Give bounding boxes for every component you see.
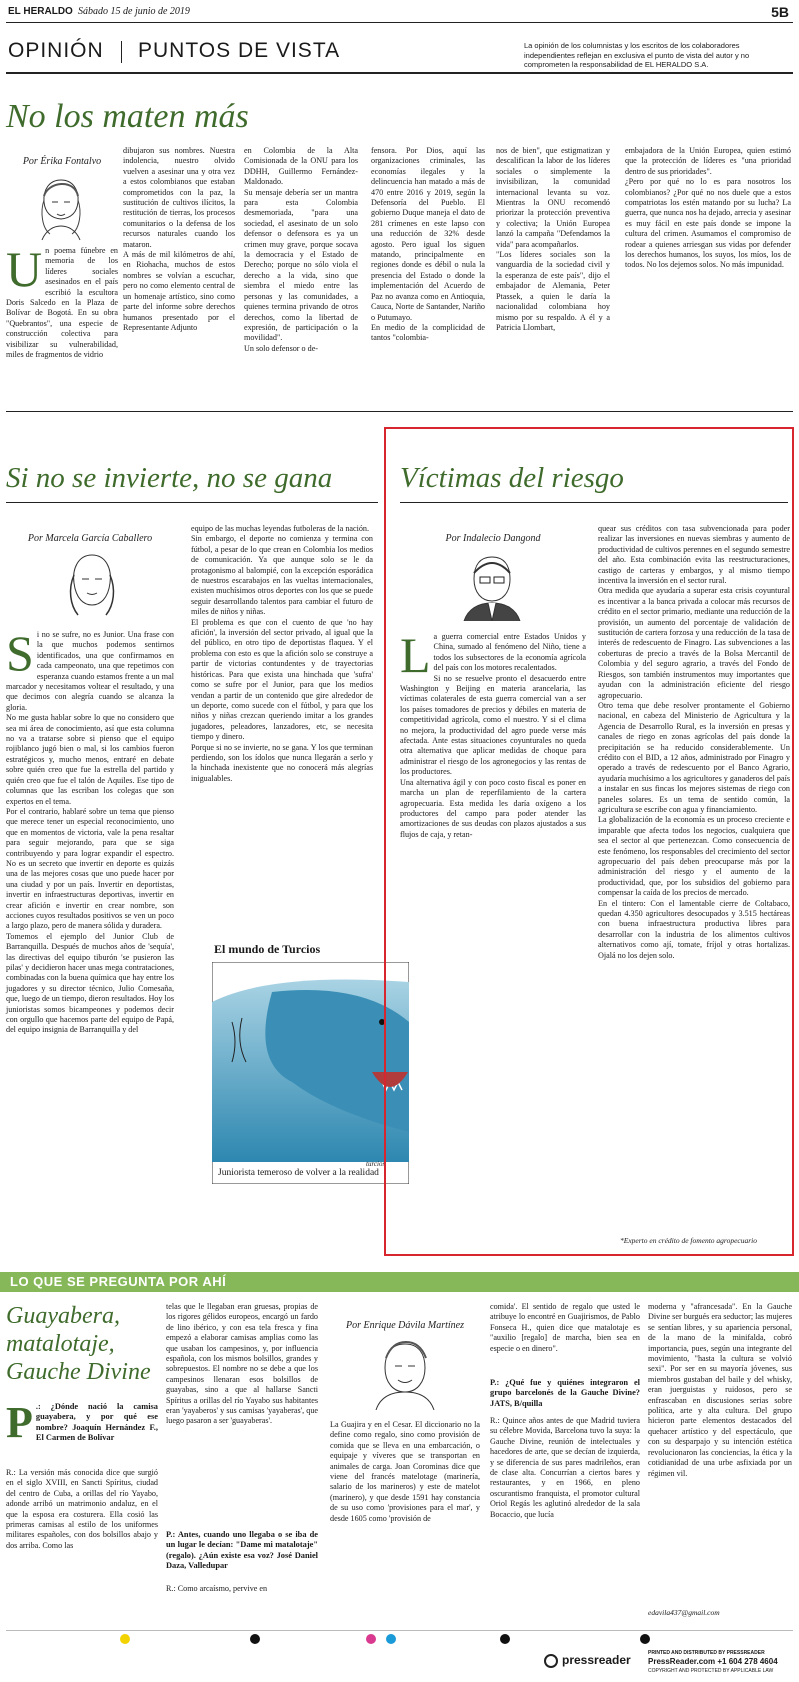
newspaper-name: EL HERALDO — [8, 6, 73, 17]
title-rule — [400, 502, 788, 503]
footer-line: PRINTED AND DISTRIBUTED BY PRESSREADER — [648, 1650, 765, 1656]
footer-line: PressReader.com +1 604 278 4604 — [648, 1657, 778, 1666]
article-title: Víctimas del riesgo — [400, 462, 624, 494]
header-rule — [6, 22, 793, 23]
question: P.: Antes, cuando uno llegaba o se iba de un lugar le decían: "Dame mi matalotaje" (regalo). ¿Aún existe esa voz? José Daniel Daza, Valledupar — [166, 1530, 318, 1571]
cartoon-signature: turcios — [366, 1160, 386, 1168]
registration-dot — [250, 1634, 260, 1644]
registration-dot — [640, 1634, 650, 1644]
article-column: dibujaron sus nombres. Nuestra indolencia, nuestro olvido vuelven a asesinar una y otra vez a estos colombianos que estaban comprometidos con la paz, la sustitución de cultivos ilícitos, la restitución de tierras, los procesos comunitarios o la defensa de los recursos naturales cuando los mataron. A más de mil kilómetros de ahí, en Riohacha, muchos de estos nombres se volvían a escuchar, pero no como elemento central de un homenaje artístico, sino como parte del informe sobre derechos humanos presentado por el Representante Adjunto — [123, 146, 235, 332]
article-title: Si no se invierte, no se gana — [6, 462, 333, 494]
question: P.: ¿Qué fue y quiénes integraron el grupo barcelonés de la Gauche Divine? JATS, B/quilla — [490, 1378, 640, 1408]
author-email: edavila437@gmail.com — [648, 1608, 720, 1617]
article-title: No los maten más — [6, 98, 249, 135]
section-divider — [121, 41, 122, 63]
registration-dot — [386, 1634, 396, 1644]
question-text: .: ¿Dónde nació la camisa guayabera, y por qué ese nombre? Joaquín Hernández F., El Carmen de Bolívar — [35, 1402, 158, 1443]
issue-date: Sábado 15 de junio de 2019 — [78, 6, 190, 17]
article-column: equipo de las muchas leyendas futboleras de la nación. Sin embargo, el deporte no comienza y termina con fútbol, a pesar de lo que crean en Colombia los medios de comunicación. Ya que aunque solo se le da protagonismo al balompié, con la excepción esporádica de nuestros escarabajos en las vueltas internacionales, existen muchísimos otros deportes con los que se puede seguir desarrollando talentos para cambiar el futuro de miles de niños y niñas. El problema es que con el cuento de que 'no hay afición', la inversión del sector privado, al igual que la del público, en otro tipo de deportistas flaquea. Y el problema con esto es que la afición solo se construye a partir de victorias contundentes y de trayectorias históricas. Para que exista una hinchada que 'sufra' como se sufre por el Junior, para que los medios vendan a partir de un contenido que gire alrededor de un deporte, como sucede con el fútbol, y para que los niños y niñas crezcan queriendo imitar a los grandes jugadores, peleadores, lanzadores, etc, se necesita tiempo y dinero. Porque si no se invierte, no se gana. Y los que terminan perdiendo, son los ídolos que nunca llegarán a serlo y la hinchada inexistente que no conocerá más alegrías inigualables. — [191, 524, 373, 783]
drop-cap: L — [400, 627, 431, 683]
article-rule — [6, 411, 793, 412]
registration-dot — [500, 1634, 510, 1644]
author-portrait — [370, 1336, 440, 1410]
byline: Por Marcela García Caballero — [27, 533, 153, 544]
footer-line: COPYRIGHT AND PROTECTED BY APPLICABLE LAW — [648, 1668, 774, 1674]
byline: Por Enrique Dávila Martínez — [345, 1320, 465, 1331]
author-portrait — [458, 549, 526, 621]
article-column — [6, 241, 118, 360]
drop-cap: P — [6, 1398, 33, 1447]
column-text: n poema fúnebre en memoria de los líderes sociales asesinados en el país escribió la escultora Doris Salcedo en la Plaza de Bolívar de Bogotá. En su obra "Quebrantos", una especie de construcción colectiva para visibilizar su vulnerabilidad, miles de fragmentos de vidrio — [6, 246, 118, 360]
byline: Por Érika Fontalvo — [22, 156, 102, 167]
byline: Por Indalecio Dangond — [445, 533, 541, 544]
answer: R.: Quince años antes de que Madrid tuviera su célebre Movida, Barcelona tuvo la suya: la Gauche Divine, reunión de intelectuales y hacedores de arte, que se decían de izquierda, y se diferencia de sus pares madrileños, eran de clase alta. Concurrían a ciertos bares y restaurantes, y en 1966, en pleno oscurantismo franquista, el promotor cultural Oriol Regás les aglutinó alrededor de la sala Bocaccio, que lucía — [490, 1416, 640, 1519]
pressreader-icon — [544, 1654, 558, 1668]
answer: R.: Como arcaísmo, pervive en — [166, 1584, 268, 1593]
article-column: nos de bien", que estigmatizan y descalifican la labor de los líderes sociales o simplemente la invisibilizan, la comunidad internacional levanta su voz. Mientras la ONU recomendó priorizar la protección preventiva y colectiva; la Unión Europea lanzó la campaña "Defendamos la vida" para acompañarlos. "Los líderes sociales son la vanguardia de la sociedad civil y la esperanza de este país", dijo el embajador de Alemania, Peter Ptassek, a quien le daría la nacionalidad colombiana hoy mismo por su respaldo. A él y a Patricia Llombart, — [496, 146, 610, 332]
title-rule — [6, 502, 378, 503]
author-footnote: *Experto en crédito de fomento agropecuario — [620, 1236, 757, 1245]
column-text: i no se sufre, no es Junior. Una frase con la que muchos podemos sentirnos identificados, una que confirmamos en cada campeonato, una que repetimos con esperanza cuando estamos frente a un mal marcador y necesitamos voltear el resultado, y una que decimos con alegría cuando se alcanza la gloria. No me gusta hablar sobre lo que no considero que sea mi área de conocimiento, así que esta columna no va a tratarse sobre si pienso que el equipo rojiblanco jugó bien o mal, si los cambios fueron estratégicos y, mucho menos, entraré en debate sobre quién creo que fue la estrella del partido y quién creo que fue el talón de Aquiles. Ese tipo de columnas que las escriban los colegas que son expertos en el tema. Por el contrario, hablaré sobre un tema que pienso que merece tener un especial reconocimiento, uno que en momentos de victoria, vale la pena resaltar para seguir mejorando, para que se siga contribuyendo y para lograr expandir el espectro. No es un secreto que invertir en deporte es quizás una de las mejores cosas que uno puede hacer por una ciudad y por un país. Invertir en deportistas, invertir en infraestructuras deportivas, invertir en crear afición e invertir en crear nombre, son acciones cuyos resultados positivos se ven un poco a largo plazo, pero de manera sólida y duradera. Tomemos el ejemplo del Junior Club de Barranquilla. Después de muchos años de 'sequía', las directivas del equipo tiburón 'se pusieron las pilas' y decidieron hacer unas mega contrataciones, combinadas con la buena química que hay entre los jugadores y su director técnico, Julio Comesaña, que, luego de un tiempo, dieron resultados. Hoy los junioristas somos bicampeones y podemos decir con orgullo que hacemos parte del equipo de Papá, del equipo insignia de Barranquilla y del — [6, 630, 174, 1035]
article-column: telas que le llegaban eran gruesas, propias de los rigores gélidos europeos, encargó un fardo de lino ibérico, y con esa tela fresca y fina empezó a elaborar camisas amplias como las que usaban los campesinos, y, por influencia española, con los mismos bolsillos, grandes y sobrepuestos. El nombre no se debe a que los campesinos llenaran esos bolsillos de guayabas, sino a que al hallarse Sancti Spíritus a orillas del río Yayabo sus habitantes eran 'yayaberos' y sus camisas 'yayaberas', que luego pasaron a ser 'guayaberas'. — [166, 1302, 318, 1426]
article-column: quear sus créditos con tasa subvencionada para poder realizar las inversiones en nuevas siembras y aumento de productividad de cultivos perennes en el segundo semestre del año. Esta combinación evita las reestructuraciones, castigo de carteras y embargos, y al mismo tiempo incentiva la inversión en el sector rural. Otra medida que ayudaría a superar esta crisis coyuntural es incentivar a la banca privada a colocar más recursos de crédito en el sector primario, mediante una reducción de la provisión, un aumento del porcentaje de validación de sustitución de cartera forzosa y una reducción de la tasa de interés de redescuento de Finagro. Las subvenciones a las coberturas de precio a través de la Bolsa Mercantil de Colombia y del seguro agrario, a través del Fondo de Riesgos, son también instrumentos muy importantes que ayudan con la administración eficiente del riesgo agropecuario. Otro tema que debe resolver prontamente el Gobierno nacional, en cabeza del Ministerio de Agricultura y la Agencia de Desarrollo Rural, es la inversión en presas y canales de riego en zonas agrícolas del país donde la precipitación se ha reducido considerablemente. Un crédito con el BID, a 12 años, administrado por Finagro y operado a través de redescuento por el Banco Agrario, ayudaría muchísimo a los agricultores y ganaderos del país a instalar en sus fincas los mejores sistemas de riego con paneles solares. Es un tema de sentido común, la agricultura se escribe con agua y financiamiento. La globalización de la economía es un proceso creciente e imparable que afecta todos los negocios, cualquiera que sea el sector al que pertenezcan. Como consecuencia de este fenómeno, los responsables del crecimiento del sector agropecuario del país deben preocuparse más por la administración del riesgo y el aumento de la productividad, que, por los subsidios del gobierno para compensar la caída de los precios de mercado. En el tintero: Con el lamentable cierre de Coltabaco, quedan 4.350 agricultores desocupados y 3.515 hectáreas con buena infraestructura productiva libres para desarrollar con la industria de los alimentos cultivos alternativos como ají, tomate, fríjol y otras hortalizas. Ojalá no los dejen solo. — [598, 524, 790, 960]
cartoon-title: El mundo de Turcios — [214, 942, 321, 956]
article-column: La Guajira y en el Cesar. El diccionario no la define como regalo, sino como provisión de comida que se lleva en una embarcación, o equipaje y víveres que se transportan en animales de carga. Joan Corominas dice que viene del francés matelotage (marinería, salario de los marineros) y este de matelot (marinero), y que desde 1591 hay constancia de su uso como 'provisiones para el mar', y desde 1605 como 'provisión de — [330, 1420, 480, 1523]
section-subtitle: PUNTOS DE VISTA — [138, 39, 341, 62]
author-portrait — [62, 549, 122, 619]
footer-brand: pressreader — [562, 1653, 631, 1667]
article-column: moderna y "afrancesada". En la Gauche Divine ser burgués era seductor; las mujeres se sentían libres, y su apariencia personal, de la mano de la minifalda, cobró importancia, pues, según una integrante del movimiento, "hasta la cultura se volvió sexi". Por ser en su mayoría jóvenes, sus miembros gustaban del baile y del whisky, eran juerguistas y ruidosos, pero se enfrascaban en discusiones serias sobre política, arte y alta cultura. Del grupo hicieron parte elementos destacados del quehacer artístico y del espectáculo, que con su desparpajo y su intención estética revolucionaron las conciencias, la ética y la cotidianidad de una urbe asfixiada por un régimen vil. — [648, 1302, 792, 1478]
article-column: fensora. Por Dios, aquí las organizaciones criminales, las economías ilegales y la delincuencia han matado a más de 470 entre 2016 y 2019, según la Defensoría del Pueblo. El gobierno Duque maneja el dato de 281 crímenes en este lapso con una reducción de 32% desde agosto. Pero igual los siguen matando, principalmente en regiones donde es débil o nula la presencia del Estado o donde la implementación del Acuerdo de Paz no avanza como en Antioquia, Cauca, Norte de Santander, Nariño o Putumayo. En medio de la complicidad de tantos "colombia- — [371, 146, 485, 343]
section-banner: LO QUE SE PREGUNTA POR AHÍ — [0, 1272, 799, 1292]
disclaimer: La opinión de los columnistas y los escritos de los colaboradores independientes reflejan en exclusiva el punto de vista del autor y no comprometen la responsabilidad de EL HERALDO S.A. — [524, 41, 750, 69]
section-title: OPINIÓN — [8, 39, 104, 62]
cartoon-illustration — [212, 962, 409, 1184]
article-column — [6, 625, 174, 1036]
article-column: embajadora de la Unión Europea, quien estimó que la protección de líderes es "una prioridad dentro de sus prioridades". ¿Pero por qué no lo es para nosotros los colombianos? ¿Por qué no nos duele que a estos compatriotas los estén matando por su lucha? La guerra, que nunca nos ha dejado, arrecia y asesinar es muy fácil en este país donde se impone la cultura del crimen. Asumamos el compromiso de rodear a quienes arriesgan sus vidas por defender los derechos humanos, los suyos, los míos, los de todos. No los dejemos solos. No más impunidad. — [625, 146, 791, 270]
answer: R.: La versión más conocida dice que surgió en el siglo XVIII, en Sancti Spíritus, ciudad del centro de Cuba, a orillas del río Yayabo, adonde arribó un matrimonio andaluz, en el que la esposa era costurera. Ella cosió las primeras camisas al estilo de los uniformes militares españoles, con dos bolsillos abajo y dos arriba. Como las — [6, 1468, 158, 1550]
registration-dot — [120, 1634, 130, 1644]
page-number: 5B — [771, 4, 789, 20]
author-portrait — [30, 172, 92, 242]
article-column — [400, 627, 586, 840]
cartoon-caption: Juniorista temeroso de volver a la realidad — [218, 1168, 379, 1178]
drop-cap: S — [6, 625, 34, 681]
column-text: a guerra comercial entre Estados Unidos y China, sumado al fenómeno del Niño, tiene a todos los subsectores de la economía agrícola del país con los motores recalentados. Si no se resuelve pronto el desacuerdo entre Washington y Beijing en materia arancelaria, las víctimas colaterales de esta guerra comercial van a ser los países tomadores de precios y débiles en materia de competitividad agrícola, como el nuestro. Y si el clima no mejora, la productividad del agro puede verse más afectada. Ante estas situaciones coyunturales no queda otra alternativa que aplicar medidas de choque para administrar el riesgo de los agronegocios y las rentas de los productores. Una alternativa ágil y con poco costo fiscal es poner en marcha un plan de reperfilamiento de la cartera agropecuaria. Esta medida les daría oxígeno a los productores del campo para poder atender las amortizaciones de sus deudas con plazos ajustados a sus flujos de caja, y retan- — [400, 632, 586, 839]
article-title: Guayabera, matalotaje, Gauche Divine — [6, 1303, 151, 1385]
article-column: comida'. El sentido de regalo que usted le atribuye lo encontré en Guajirismos, de Pablo Fonseca H., quien dice que matalotaje es "auxilio [regalo] de marcha, bien sea en especie o en dinero". — [490, 1302, 640, 1353]
drop-cap: U — [6, 241, 43, 297]
section-rule — [6, 72, 793, 74]
question — [6, 1398, 158, 1447]
registration-dot — [366, 1634, 376, 1644]
footer-rule — [6, 1630, 793, 1631]
article-column: en Colombia de la Alta Comisionada de la ONU para los DDHH, Guillermo Fernández-Maldonado. Su mensaje debería ser un mantra para esta Colombia desmemoriada, "para una sociedad, el asesinato de un solo defensor o defensora es ya un crimen muy grave, porque socava la democracia y el Estado de Derecho; porque no sólo viola el derecho a la vida, sino que siembra el miedo entre las personas y las comunidades, a quienes termina privando de otros derechos, como la libertad de expresión, de participación o la movilidad". Un solo defensor o de- — [244, 146, 358, 353]
